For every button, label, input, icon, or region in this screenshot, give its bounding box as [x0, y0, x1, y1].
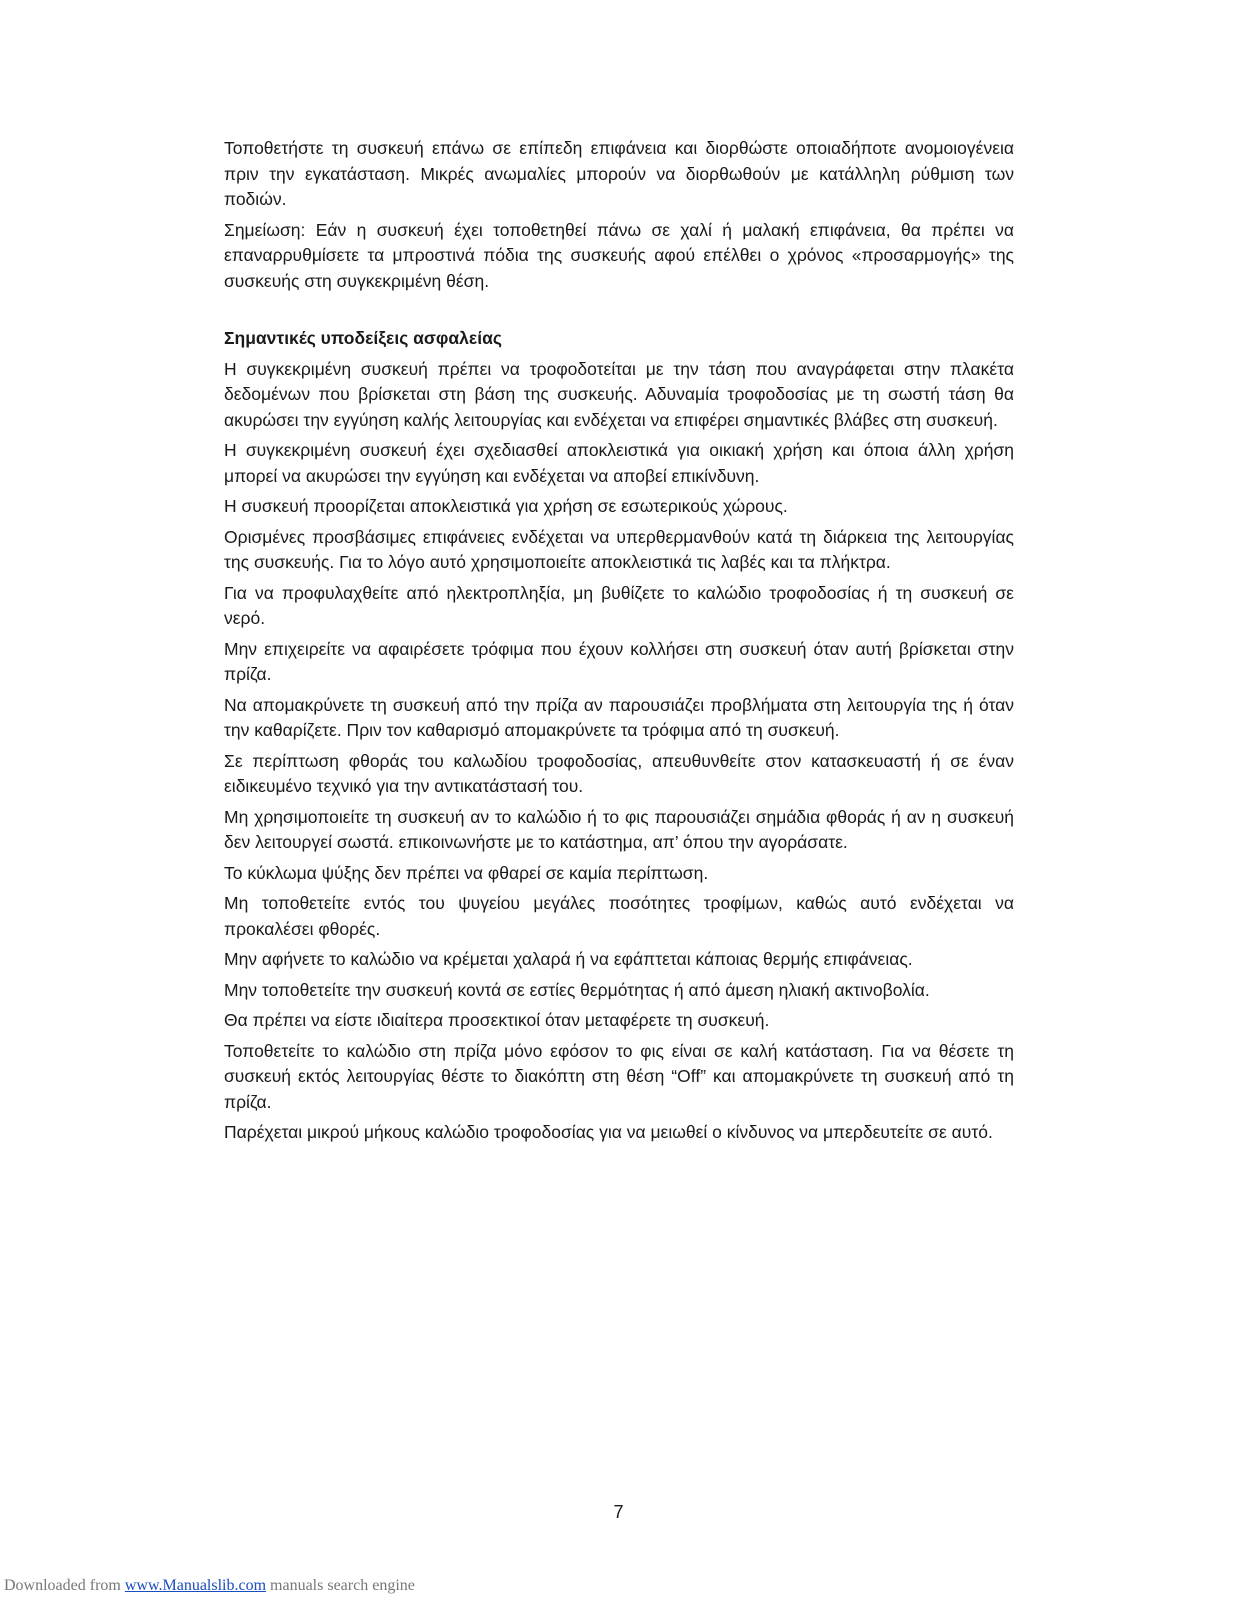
safety-paragraph: Ορισμένες προσβάσιμες επιφάνειες ενδέχεται να υπερθερμανθούν κατά τη διάρκεια της λειτουργίας της συσκευής. Για το λόγο αυτό χρησιμοποιείτε αποκλειστικά τις λαβές και τα πλήκτρα. [224, 526, 1014, 572]
safety-paragraph: Μην τοποθετείτε την συσκευή κοντά σε εστίες θερμότητας ή από άμεση ηλιακή ακτινοβολία. [224, 979, 930, 1000]
intro-paragraph: Τοποθετήστε τη συσκευή επάνω σε επίπεδη επιφάνεια και διορθώστε οποιαδήποτε ανομοιογένεια πριν την εγκατάσταση. Μικρές ανωμαλίες μπορούν να διορθωθούν με κατάλληλη ρύθμιση των ποδιών. [224, 138, 1014, 209]
safety-paragraph: Το κύκλωμα ψύξης δεν πρέπει να φθαρεί σε καμία περίπτωση. [224, 862, 709, 883]
safety-paragraph: Σε περίπτωση φθοράς του καλωδίου τροφοδοσίας, απευθυνθείτε στον κατασκευαστή ή σε έναν ειδικευμένο τεχνικό για την αντικατάστασή του. [224, 750, 1014, 796]
intro-note-paragraph: Σημείωση: Εάν η συσκευή έχει τοποθετηθεί πάνω σε χαλί ή μαλακή επιφάνεια, θα πρέπει να επαναρρυθμίσετε τα μπροστινά πόδια της συσκευής αφού επέλθει ο χρόνος «προσαρμογής» της συσκευής στη συγκεκριμένη θέση. [224, 219, 1014, 291]
safety-paragraph: Η συγκεκριμένη συσκευή έχει σχεδιασθεί αποκλειστικά για οικιακή χρήση και όποια άλλη χρήση μπορεί να ακυρώσει την εγγύηση και ενδέχεται να αποβεί επικίνδυνη. [224, 440, 1014, 486]
safety-paragraph: Τοποθετείτε το καλώδιο στη πρίζα μόνο εφόσον το φις είναι σε καλή κατάσταση. Για να θέσετε τη συσκευή εκτός λειτουργίας θέστε το διακόπτη στη θέση “Off” και απομακρύνετε τη συσκευή από τη πρίζα. [224, 1040, 1014, 1112]
document-body [224, 136, 1014, 1151]
safety-paragraph: Να απομακρύνετε τη συσκευή από την πρίζα αν παρουσιάζει προβλήματα στη λειτουργία της ή όταν την καθαρίζετε. Πριν τον καθαρισμό απομακρύνετε τα τρόφιμα από τη συσκευή. [224, 694, 1014, 740]
footer-prefix: Downloaded from [4, 1577, 125, 1594]
manualslib-link[interactable]: www.Manualslib.com [124, 1577, 267, 1594]
safety-paragraph: Μην αφήνετε το καλώδιο να κρέμεται χαλαρά ή να εφάπτεται κάποιας θερμής επιφάνειας. [224, 949, 913, 969]
safety-paragraph: Η συσκευή προορίζεται αποκλειστικά για χρήση σε εσωτερικούς χώρους. [224, 496, 788, 516]
download-footer [4, 1577, 415, 1595]
footer-suffix: manuals search engine [266, 1577, 415, 1594]
safety-paragraph: Μην επιχειρείτε να αφαιρέσετε τρόφιμα που έχουν κολλήσει στη συσκευή όταν αυτή βρίσκεται στην πρίζα. [224, 638, 1014, 684]
safety-paragraph: Μη τοποθετείτε εντός του ψυγείου μεγάλες ποσότητες τροφίμων, καθώς αυτό ενδέχεται να προκαλέσει φθορές. [224, 893, 1014, 939]
safety-paragraph: Παρέχεται μικρού μήκους καλώδιο τροφοδοσίας για να μειωθεί ο κίνδυνος να μπερδευτείτε σε αυτό. [224, 1122, 993, 1142]
page-number: 7 [613, 1502, 624, 1522]
safety-paragraph: Η συγκεκριμένη συσκευή πρέπει να τροφοδοτείται με την τάση που αναγράφεται στην πλακέτα δεδομένων που βρίσκεται στη βάση της συσκευής. Αδυναμία τροφοδοσίας με τη σωστή τάση θα ακυρώσει την εγγύηση καλής λειτουργίας και ενδέχεται να επιφέρει σημαντικές βλάβες στη συσκευή. [224, 358, 1014, 430]
safety-paragraph: Για να προφυλαχθείτε από ηλεκτροπληξία, μη βυθίζετε το καλώδιο τροφοδοσίας ή τη συσκευή σε νερό. [224, 582, 1014, 628]
safety-paragraph: Μη χρησιμοποιείτε τη συσκευή αν το καλώδιο ή το φις παρουσιάζει σημάδια φθοράς ή αν η συσκευή δεν λειτουργεί σωστά. επικοινωνήστε με το κατάστημα, απ’ όπου την αγοράσατε. [224, 806, 1014, 852]
safety-paragraph: Θα πρέπει να είστε ιδιαίτερα προσεκτικοί όταν μεταφέρετε τη συσκευή. [224, 1010, 770, 1030]
safety-heading: Σημαντικές υποδείξεις ασφαλείας [224, 328, 502, 348]
